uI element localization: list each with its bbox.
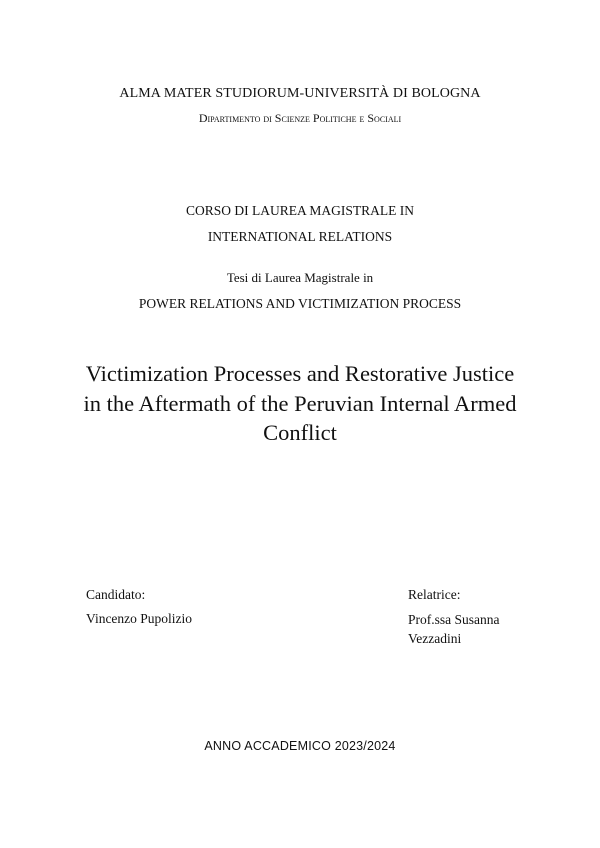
supervisor-label: Relatrice: [408, 587, 461, 602]
degree-course-line-1: CORSO DI LAUREA MAGISTRALE IN [185, 203, 414, 218]
thesis-title [60, 359, 540, 448]
thesis-title-line-3: Conflict [263, 420, 337, 445]
thesis-title-line-2: in the Aftermath of the Peruvian Internal Armed [83, 390, 517, 416]
department-name: Dipartimento di Scienze Politiche e Sociali [198, 111, 402, 125]
supervisor-name: Prof.ssa Susanna Vezzadini [408, 612, 500, 646]
thesis-title-line-1: Victimization Processes and Restorative Justice [85, 361, 515, 386]
degree-course-line-2: INTERNATIONAL RELATIONS [207, 229, 393, 244]
academic-year: ANNO ACCADEMICO 2023/2024 [204, 739, 396, 753]
thesis-subject: POWER RELATIONS AND VICTIMIZATION PROCESS [138, 296, 462, 311]
university-name: ALMA MATER STUDIORUM-UNIVERSITÀ DI BOLOGNA [119, 86, 481, 101]
candidate-name: Vincenzo Pupolizio [86, 611, 193, 626]
thesis-type: Tesi di Laurea Magistrale in [226, 270, 374, 285]
candidate-label: Candidato: [86, 587, 146, 602]
